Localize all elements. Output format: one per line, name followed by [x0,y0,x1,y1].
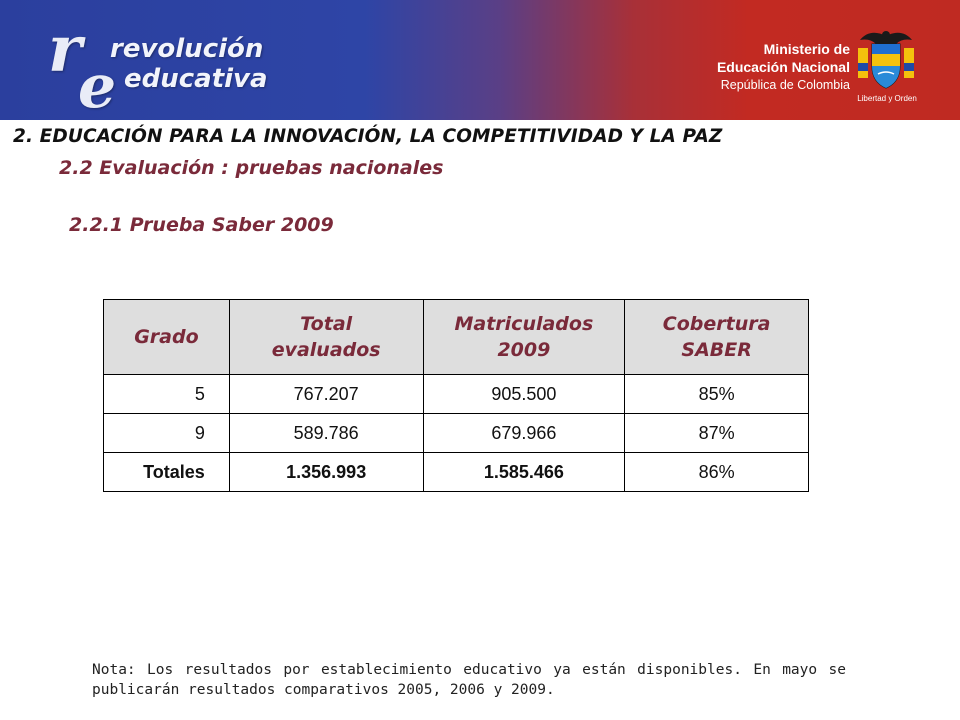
logo-word-2: educativa [124,64,268,94]
header-total-evaluados: Total evaluados [229,300,423,375]
cell-matriculados: 679.966 [423,414,625,453]
cell-grado: 9 [104,414,230,453]
table-row [104,414,809,453]
table-row [104,375,809,414]
logo-word-1: revolución [110,34,264,64]
crest-motto: Libertad y Orden [857,94,917,103]
coat-of-arms-icon [856,26,916,90]
header-cobertura: Cobertura SABER [625,300,809,375]
header-grado: Grado [104,300,230,375]
ministry-line-2: Educación Nacional [716,59,850,75]
section-title: 2. EDUCACIÓN PARA LA INNOVACIÓN, LA COMPETITIVIDAD Y LA PAZ [13,126,723,147]
cell-totals-label: Totales [104,453,230,492]
header-banner [0,0,960,120]
cell-total-evaluados: 589.786 [229,414,423,453]
cell-cobertura: 85% [625,375,809,414]
cell-totals-cobertura: 86% [625,453,809,492]
ministry-name [716,40,850,94]
cell-grado: 5 [104,375,230,414]
cell-cobertura: 87% [625,414,809,453]
ministry-line-3: República de Colombia [720,78,850,92]
saber-2009-table [103,299,809,492]
sub-subsection-title: 2.2.1 Prueba Saber 2009 [69,214,334,236]
cell-totals-matriculados: 1.585.466 [423,453,625,492]
revolucion-educativa-logo: r e revolución educativa [48,12,268,122]
footnote: Nota: Los resultados por establecimiento educativo ya están disponibles. En mayo se publicarán resultados comparativos 2005, 2006 y 2009. [92,662,846,698]
cell-totals-evaluados: 1.356.993 [229,453,423,492]
table-header-row [104,300,809,375]
table-totals-row [104,453,809,492]
ministry-line-1: Ministerio de [763,41,850,57]
subsection-title: 2.2 Evaluación : pruebas nacionales [59,157,444,179]
cell-total-evaluados: 767.207 [229,375,423,414]
header-matriculados: Matriculados 2009 [423,300,625,375]
cell-matriculados: 905.500 [423,375,625,414]
